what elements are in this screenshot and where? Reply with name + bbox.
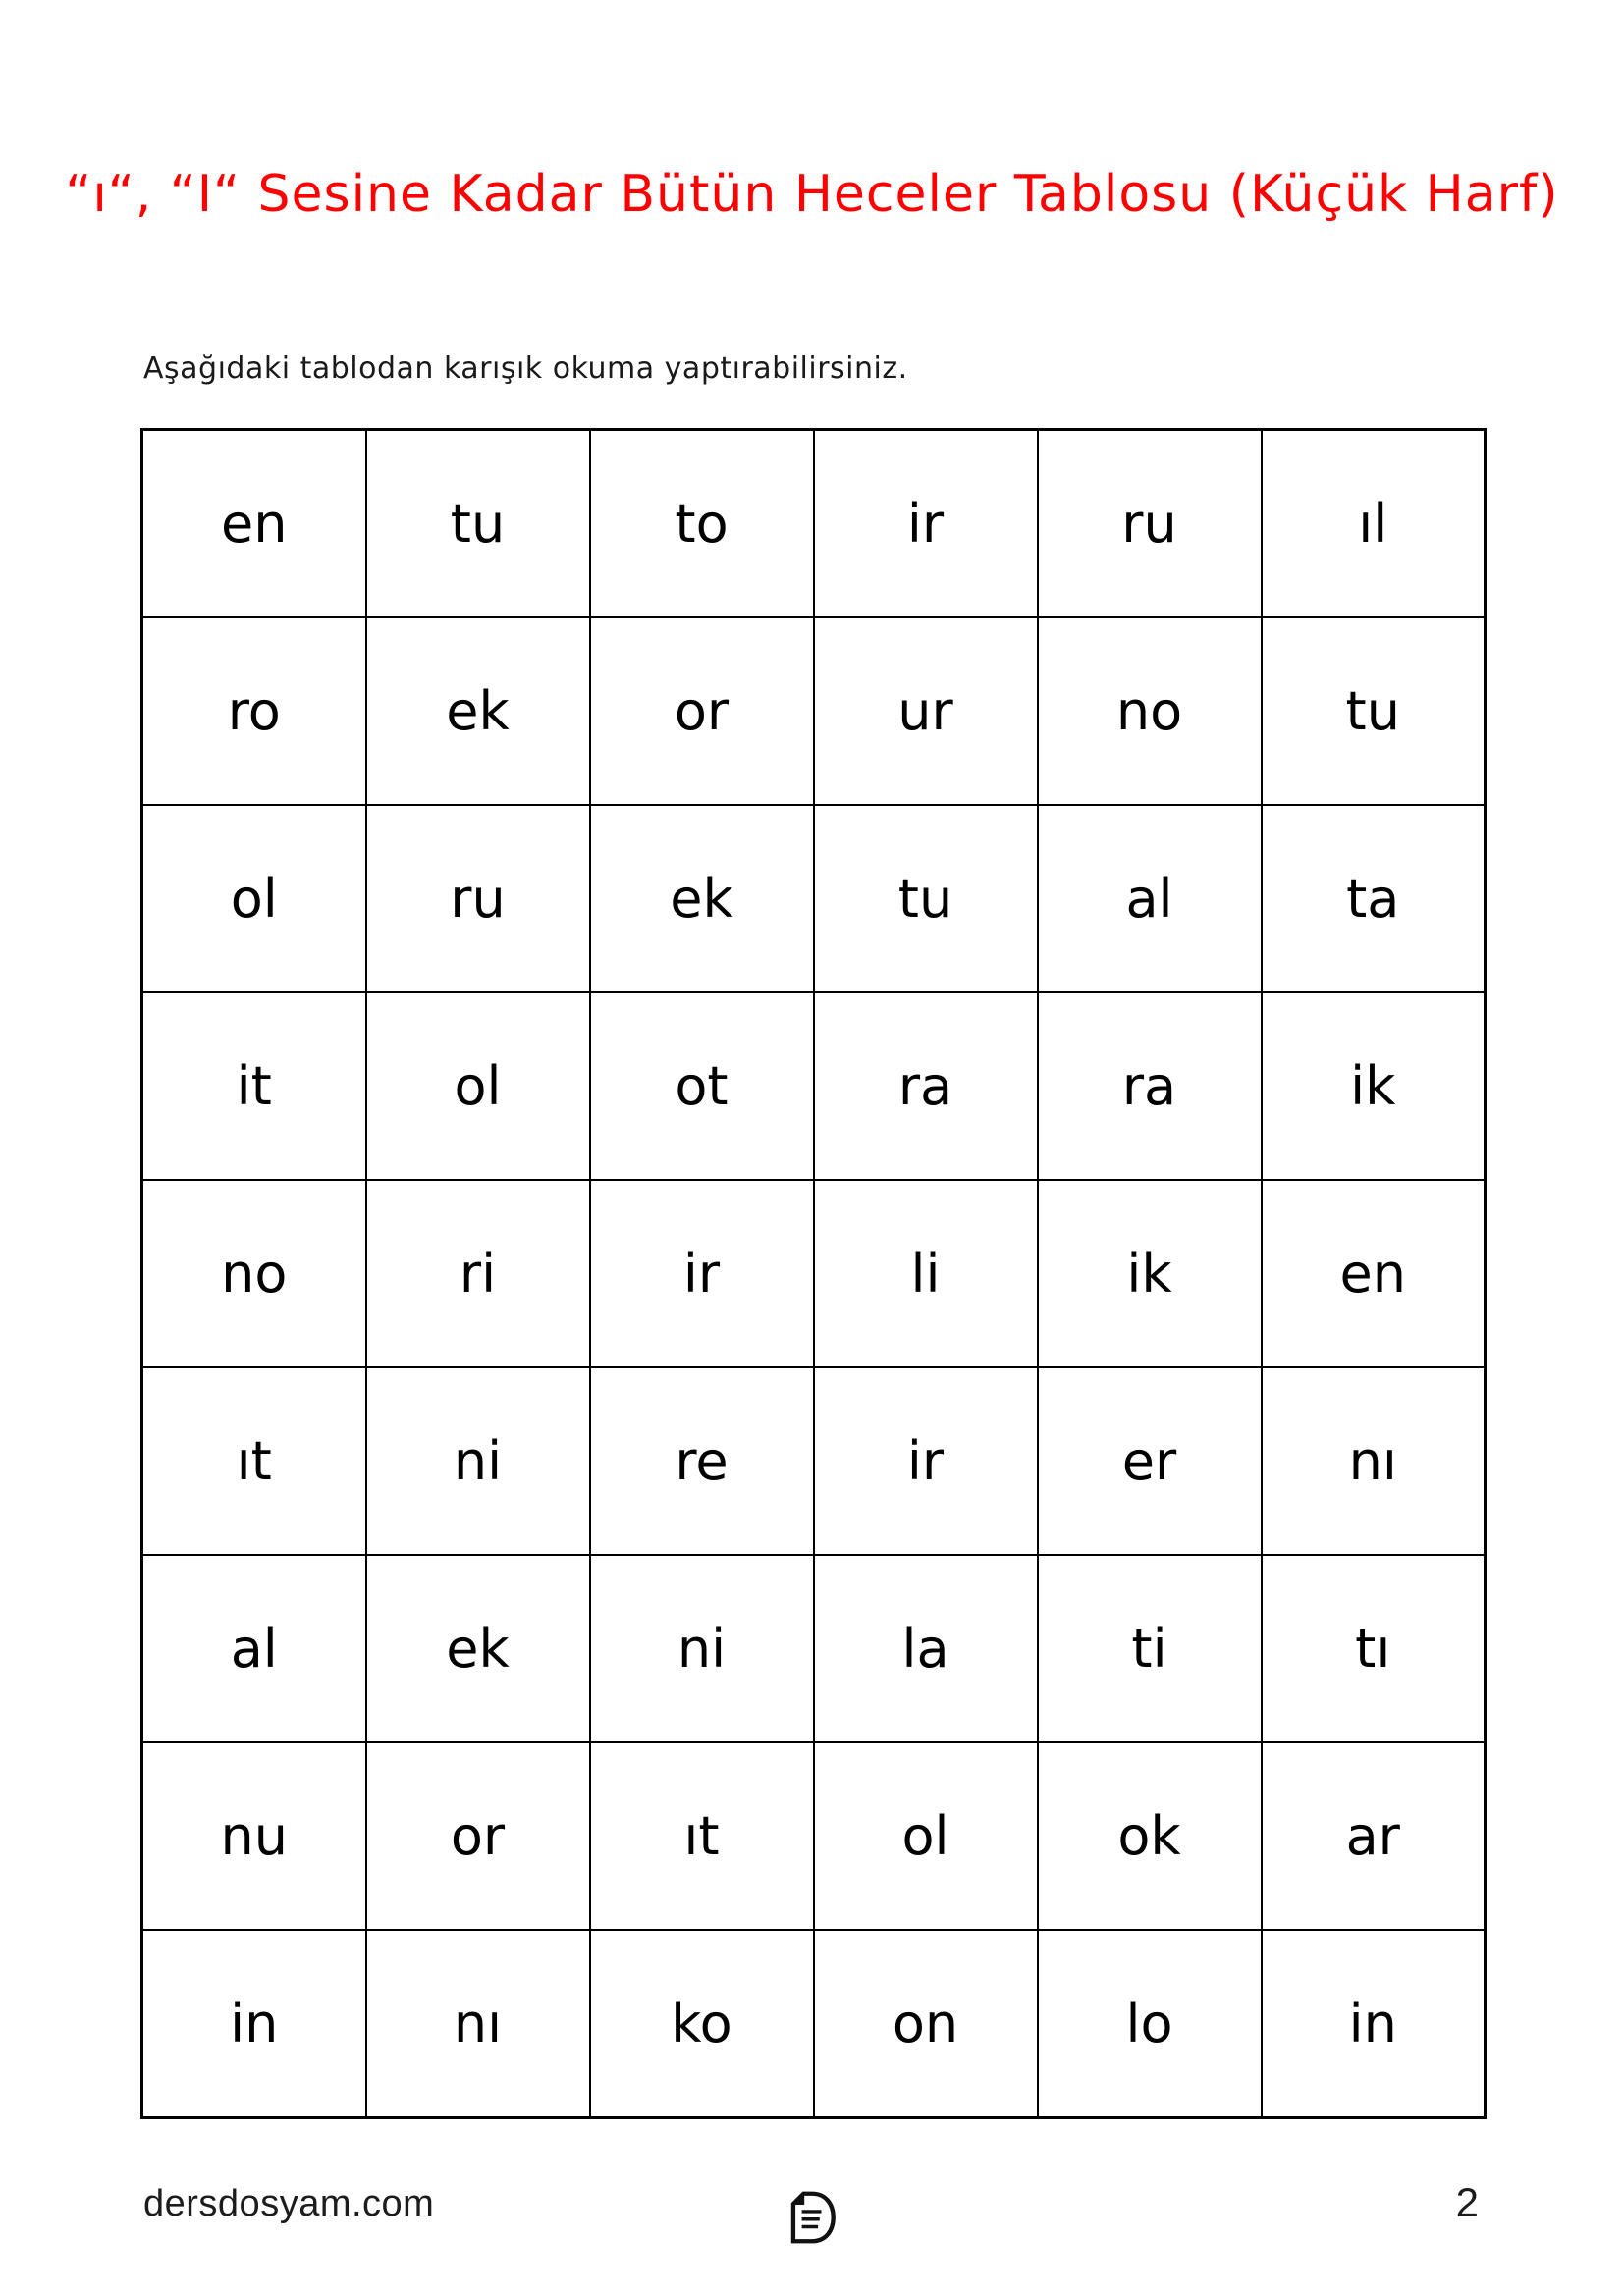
syllable-cell: no: [1038, 617, 1262, 805]
syllable-cell: ik: [1038, 1180, 1262, 1367]
syllable-cell: ol: [366, 992, 590, 1180]
dersdosyam-document-logo-icon: [786, 2189, 838, 2246]
table-row: [142, 617, 1486, 805]
table-row: [142, 1930, 1486, 2118]
table-row: [142, 1367, 1486, 1555]
syllable-cell: nu: [142, 1742, 366, 1930]
syllable-cell: re: [590, 1367, 814, 1555]
syllable-cell: en: [1262, 1180, 1486, 1367]
table-row: [142, 1555, 1486, 1742]
syllable-cell: ek: [366, 1555, 590, 1742]
syllable-cell: ıt: [142, 1367, 366, 1555]
syllable-cell: ko: [590, 1930, 814, 2118]
syllable-cell: ru: [1038, 430, 1262, 618]
syllable-cell: on: [814, 1930, 1038, 2118]
table-row: [142, 1742, 1486, 1930]
table-row: [142, 805, 1486, 992]
syllable-cell: al: [142, 1555, 366, 1742]
syllable-cell: ni: [590, 1555, 814, 1742]
syllable-cell: ti: [1038, 1555, 1262, 1742]
syllable-cell: ta: [1262, 805, 1486, 992]
syllable-cell: ra: [1038, 992, 1262, 1180]
instruction-text: Aşağıdaki tablodan karışık okuma yaptırabilirsiniz.: [143, 351, 908, 386]
page-title: “ı“, “I“ Sesine Kadar Bütün Heceler Tablosu (Küçük Harf): [65, 165, 1559, 224]
website-link[interactable]: dersdosyam.com: [143, 2183, 435, 2224]
syllable-cell: ik: [1262, 992, 1486, 1180]
syllable-table-body: [142, 430, 1486, 2118]
syllable-cell: or: [366, 1742, 590, 1930]
syllable-cell: in: [1262, 1930, 1486, 2118]
syllable-cell: en: [142, 430, 366, 618]
syllable-cell: la: [814, 1555, 1038, 1742]
syllable-cell: ek: [366, 617, 590, 805]
syllable-cell: ro: [142, 617, 366, 805]
syllable-cell: tu: [814, 805, 1038, 992]
syllable-cell: nı: [1262, 1367, 1486, 1555]
syllable-cell: tu: [366, 430, 590, 618]
syllable-cell: to: [590, 430, 814, 618]
syllable-cell: ot: [590, 992, 814, 1180]
syllable-cell: tı: [1262, 1555, 1486, 1742]
syllable-cell: ol: [142, 805, 366, 992]
syllable-cell: ru: [366, 805, 590, 992]
syllable-cell: or: [590, 617, 814, 805]
syllable-cell: in: [142, 1930, 366, 2118]
syllable-cell: ıt: [590, 1742, 814, 1930]
syllable-cell: ir: [814, 1367, 1038, 1555]
syllable-cell: ir: [590, 1180, 814, 1367]
table-row: [142, 430, 1486, 618]
syllable-cell: ok: [1038, 1742, 1262, 1930]
syllable-cell: li: [814, 1180, 1038, 1367]
syllable-cell: ra: [814, 992, 1038, 1180]
syllable-cell: ol: [814, 1742, 1038, 1930]
syllable-table: [140, 428, 1487, 2119]
syllable-cell: al: [1038, 805, 1262, 992]
syllable-cell: ir: [814, 430, 1038, 618]
syllable-cell: ek: [590, 805, 814, 992]
syllable-cell: ni: [366, 1367, 590, 1555]
syllable-cell: ar: [1262, 1742, 1486, 1930]
syllable-cell: no: [142, 1180, 366, 1367]
syllable-cell: ıl: [1262, 430, 1486, 618]
table-row: [142, 992, 1486, 1180]
syllable-cell: er: [1038, 1367, 1262, 1555]
syllable-cell: ri: [366, 1180, 590, 1367]
syllable-cell: lo: [1038, 1930, 1262, 2118]
syllable-cell: nı: [366, 1930, 590, 2118]
syllable-cell: it: [142, 992, 366, 1180]
syllable-cell: tu: [1262, 617, 1486, 805]
syllable-cell: ur: [814, 617, 1038, 805]
table-row: [142, 1180, 1486, 1367]
page-number: 2: [1455, 2179, 1479, 2225]
